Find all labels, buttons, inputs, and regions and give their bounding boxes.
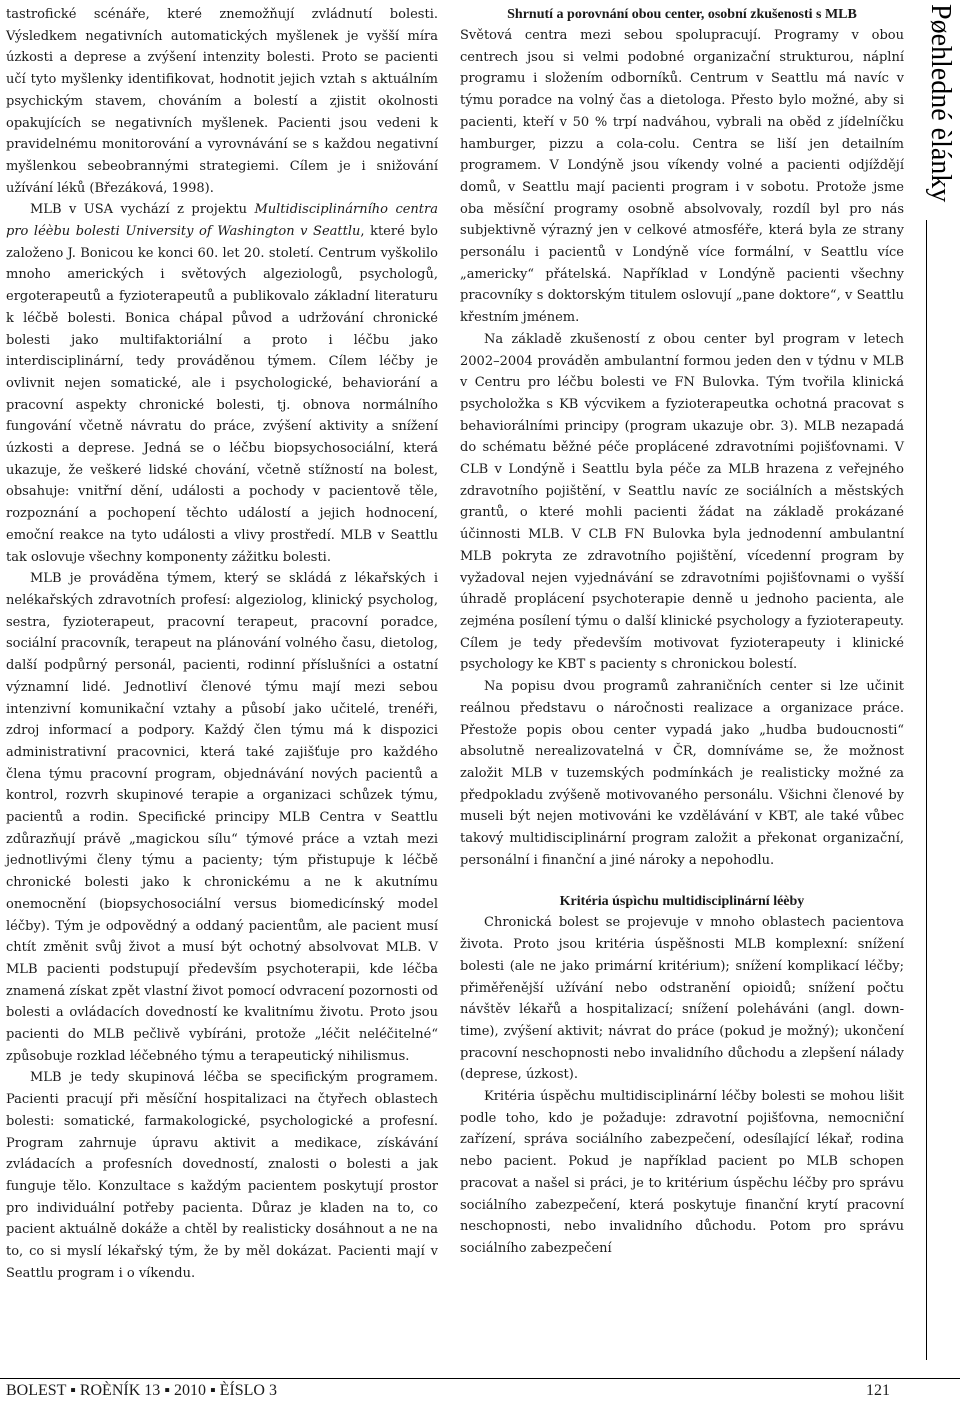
left-column (6, 4, 438, 1284)
italic-text: Multidisciplinárního centra pro léèbu bolesti University of Washington v Seattlu (6, 202, 438, 240)
section-sidebar (922, 0, 960, 1362)
footer-rule (0, 1378, 960, 1379)
section-heading: Shrnutí a porovnání obou center, osobní zkušenosti s MLB (507, 7, 857, 22)
paragraph: Kritéria úspěchu multidisciplinární léčby bolesti se mohou lišit podle toho, kdo je požaduje: zdravotní pojišťovna, nemocniční zařízení, správa sociálního zabezpečení, odesílající lékař, rodina nebo pacient. Pokud je například pacient po MLB schopen pracovat a našel si práci, je to kritérium úspěchu léčby pro správu sociálního zabezpečení, která poskytuje finanční krytí pracovní neschopnosti, nebo invalidního důchodu. Potom pro správu sociálního zabezpečení (460, 1089, 904, 1256)
section-spacer (460, 871, 904, 891)
paragraph: MLB je prováděna týmem, který se skládá z lékařských i nelékařských zdravotních profesí: algeziolog, klinický psycholog, sestra, fyzioterapeut, pracovní terapeut, pracovní poradce, sociální pracovník, terapeut na plánování volného času, dietolog, další podpůrný personál, pacienti, rodinní příslušníci a ostatní významní lidé. Jednotliví členové týmu mají mezi sebou intenzivní komunikační vztahy a působí jako učitelé, trenéři, zdroj informací a podpory. Každý člen týmu má k dispozici administrativní pracovnici, která také zajišťuje pro každého člena týmu pracovní program, objednávání nových pacientů a kontrol, rozvrh skupinové terapie a organizaci schůzek týmu, pacientů a rodin. Specifické principy MLB Centra v Seattlu zdůrazňují právě „magickou sílu“ týmové práce a vztah mezi jednotlivými členy týmu a pacienty; tým přistupuje k léčbě chronické bolesti jako k chronickému a ne k akutnímu onemocnění (biopsychosociální versus biomedicínský model léčby). Tým je odpovědný a oddaný pacientům, ale pacient musí chtít změnit svůj život a musí být ochotný absolvovat MLB. V MLB pacienti podstupují především psychoterapii, kde léčba znamená získat zpět vlastní život pomocí odvracení pozornosti od bolesti a ovládacích dovedností ke kvalitnímu životu. Proto jsou pacienti do MLB pečlivě vybíráni, protože „léčit neléčitelné“ způsobuje rozklad léčebného týmu a terapeutický nihilismus. (6, 571, 439, 1064)
right-column (460, 4, 904, 1260)
paragraph (6, 199, 438, 568)
page-footer (0, 1378, 960, 1404)
paragraph: Světová centra mezi sebou spolupracují. Programy v obou centrech jsou si velmi podobné organizační strukturou, náplní programu i složením odborníků. Centrum v Seattlu má navíc v týmu poradce na volný čas a dietologa. Přesto bylo možné, aby si pacienti, kteří v 50 % trpí nadváhou, vybrali na oběd z jídelníčku hamburger, pizzu a cola-colu. Centra se liší jen detailním programem. V Londýně jsou víkendy volné a pacienti odjíždějí domů, v Seattlu mají pacienti program i v sobotu. Protože jsme oba měsíční programy osobně absolvovaly, rozdíl byl pro nás subjektivně výrazný jen v celkové atmosféře, která byla ze strany personálu i pacientů v Londýně více formální, v Seattlu více „americky“ přátelská. Například v Londýně pacienti všechny pracovníky s doktorským titulem oslovují „pane doktore“, v Seattlu křestním jménem. (460, 28, 904, 326)
journal-info: BOLEST ▪ ROÈNÍK 13 ▪ 2010 ▪ ÈÍSLO 3 (6, 1382, 277, 1399)
section-title: Pøehledné èlánky (925, 4, 956, 203)
paragraph: tastrofické scénáře, které znemožňují zvládnutí bolesti. Výsledkem negativních automatických myšlenek je vyšší míra úzkosti a deprese a zvýšení intenzity bolesti. Proto se pacienti učí tyto myšlenky identifikovat, hodnotit jejich vztah s aktuálním psychickým stavem, chováním a bolestí a zjistit okolnosti opakujících se negativních myšlenek. Pacienti jsou vedeni k pravidelnému monitorování a vyrovnávání se s každou negativní myšlenkou sebeobrannými strategiemi. Cílem je i snižování užívání léků (Březáková, 1998). (6, 7, 438, 196)
paragraph: MLB je tedy skupinová léčba se specifickým programem. Pacienti pracují při měsíční hospitalizaci na čtyřech oblastech bolesti: somatické, farmakologické, psychologické a profesní. Program zahrnuje úpravu aktivit a medikace, získávání zvládacích a profesních dovedností, znalosti o bolesti a jak funguje tělo. Konzultace s každým pacientem poskytují prostor pro individuální potřeby pacienta. Důraz je kladen na to, co pacient aktuálně dokáže a chtěl by realisticky dosáhnout a ne na to, co si myslí lékařský tým, že by měl dokázat. Pacienti mají v Seattlu program i o víkendu. (6, 1070, 438, 1281)
section-heading: Kritéria úspìchu multidisciplinární léèby (559, 894, 805, 910)
sidebar-rule (926, 220, 927, 1360)
text-run: MLB v USA vychází z projektu (30, 202, 255, 218)
page-number: 121 (866, 1382, 890, 1399)
text-run: , které bylo založeno J. Bonicou ke konci 60. let 20. století. Centrum vyškolilo mnoho amerických i světových algeziologů, psychologů, ergoterapeutů a fyzioterapeutů a publikovalo základní literaturu k léčbě bolesti. Bonica chápal původ a udržování chronické bolesti jako multifaktoriální a proto i léčbu jako interdisciplinární, tedy prováděnou týmem. Cílem léčby je ovlivnit nejen somatické, ale i psychologické, behaviorání a pracovní aspekty chronické bolesti, tj. obnova normálního fungování včetně návratu do práce, zvýšení aktivity a snížení úzkosti a deprese. Jedná se o léčbu biopsychosociální, která ukazuje, že veškeré lidské chování, včetně stížností na bolest, obsahuje: vnitřní dění, události a pochody v pacientově těle, rozpoznání a pochopení těchto událostí a jejich hodnocení, emoční reakce na tyto události a vlivy prostředí. MLB v Seattlu tak oslovuje všechny komponenty zážitku bolesti. (6, 224, 438, 565)
paragraph: Na popisu dvou programů zahraničních center si lze učinit reálnou představu o náročnosti realizace a organizace práce. Přestože popis obou center vypadá jako „hudba budoucnosti“ absolutně nerealizovatelná v ČR, domníváme se, že možnost založit MLB v tuzemských podmínkách je realisticky možné za předpokladu zvýšeně motivovaného personálu. Všichni členové by museli být nejen motivováni ke vzdělávání v KBT, ale také vůbec takový multidisciplinární program založit a překonat organizační, personální i finanční a jiné nároky a nepohodlu. (460, 679, 904, 868)
paragraph: Chronická bolest se projevuje v mnoho oblastech pacientova života. Proto jsou kritéria úspěšnosti MLB komplexní: snížení bolesti (ale ne jako primární kritérium); snížení komplikací léčby; přiměřenější užívání nebo odstranění opioidů; snížení počtu návštěv lékařů a hospitalizací; snížení poleháváni (angl. down-time), zvýšení aktivit; návrat do práce (pokud je možný); ukončení pracovní neschopnosti nebo invalidního důchodu a zlepšení nálady (deprese, úzkost). (460, 915, 904, 1083)
paragraph: Na základě zkušeností z obou center byl program v letech 2002–2004 prováděn ambulantní formou jeden den v týdnu v MLB v Centru pro léčbu bolesti ve FN Bulovka. Tým tvořila klinická psycholožka s KB výcvikem a fyzioterapeutka ochotná pracovat s behaviorálními principy (program ukazuje obr. 3). MLB nezapadá do schématu běžné péče proplácené zdravotními pojišťovnami. V CLB v Londýně i Seattlu byla péče za MLB hrazena z veřejného zdravotního pojištění, v Seattlu navíc ze sociálních a městských grantů, o které mohli pacienti žádat na základě prokázané účinnosti MLB. V CLB FN Bulovka byla jednodenní ambulantní MLB pokryta ze zdravotního pojištění, vícedenní program by vyžadoval nejen vyjednávání se zdravotními pojišťovnami o vyšší úhradě proplácení psychoterapie denně u jednoho pacienta, ale zejména posílení týmu o další klinické psychology a fyzioterapeuty. Cílem je tedy především motivovat fyzioterapeuty i klinické psychology ke KBT s pacienty s chronickou bolestí. (460, 331, 904, 673)
